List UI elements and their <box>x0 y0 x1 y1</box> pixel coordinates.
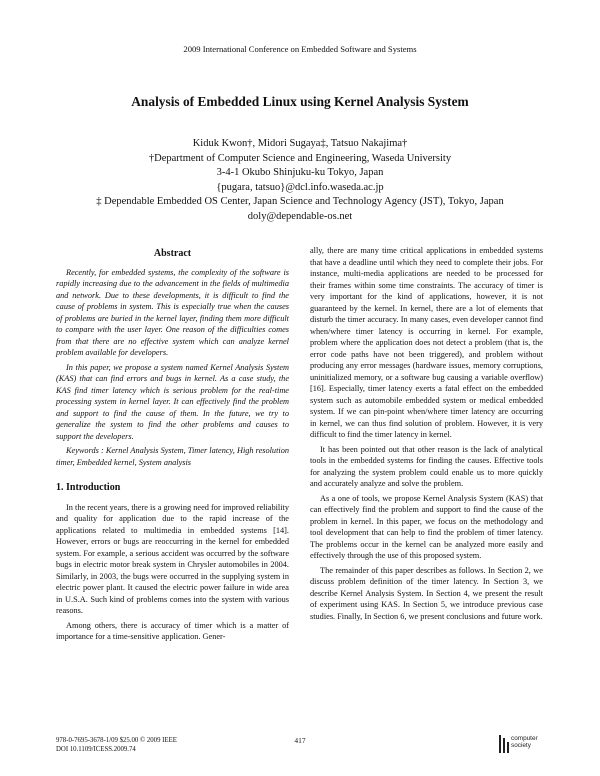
author-block <box>0 137 600 225</box>
logo-mark-icon <box>497 733 511 755</box>
body-paragraph: ally, there are many time critical applications in embedded systems that have a deadline until which they need to complete their jobs. For instance, multi-media applications are needed to be processed for their frames within some time constraints. The accuracy of timer is very important for the kind of applications, however, it is not guaranteed by the kernel. In kernel, there are a lot of elements that disturb the timer accuracy. In many cases, even developer cannot find when/where timer latency is occurring in kernel. For example, problem where the application does not detect a problem (that is, the error code paths have not been triggered), and problem without producing any error messages (hardware issues, memory corruptions, uninitialized memory, or a software bug causing a variable overflow) [16]. Especially, timer latency exerts a fatal effect on the embedded system such as automobile embedded system or medical embedded system. If we can pin-point when/where timer latency are occurring in kernel, we can thus find solution of problem. However, it is very difficult to find the timer latency in kernel. <box>310 246 543 439</box>
right-column <box>310 245 543 622</box>
abstract-body <box>56 267 289 469</box>
logo-text <box>511 736 538 749</box>
left-column <box>56 248 289 643</box>
section-heading-introduction: 1. Introduction <box>56 482 121 493</box>
keywords: Keywords : Kernel Analysis System, Timer latency, High resolution timer, Embedded kernel, System analysis <box>56 446 289 467</box>
abstract-paragraph: In this paper, we propose a system named Kernel Analysis System (KAS) that can find errors and bugs in kernel. As a case study, the KAS find timer latency which is serious problem for the real-time processing system in kernel layer. It can effectively find the problem and support to find the cause of them. In the future, we try to generalize the system to find the other problems and causes to support the developers. <box>56 362 289 441</box>
logo-text-line: society <box>511 741 531 749</box>
page-number: 417 <box>294 736 306 745</box>
paper-title: Analysis of Embedded Linux using Kernel Analysis System <box>131 94 469 109</box>
address-1: 3-4-1 Okubo Shinjuku-ku Tokyo, Japan <box>216 167 384 179</box>
email-1: {pugara, tatsuo}@dcl.info.waseda.ac.jp <box>216 181 384 193</box>
computer-society-logo <box>497 731 557 761</box>
doi-line: DOI 10.1109/ICESS.2009.74 <box>56 746 136 753</box>
logo-text-line: computer <box>511 735 538 742</box>
email-2: doly@dependable-os.net <box>247 210 353 222</box>
body-paragraph: The remainder of this paper describes as follows. In Section 2, we discuss problem definition of the timer latency. In Section 3, we describe Kernel Analysis System. In Section 4, we present the result of experiment using KAS. In Section 5, we introduce previous case studies. Finally, In Section 6, we present conclusions and future work. <box>310 565 543 621</box>
body-paragraph: Among others, there is accuracy of timer which is a matter of importance for a time-sensitive application. Gener- <box>56 620 289 641</box>
author-names: Kiduk Kwon†, Midori Sugaya‡, Tatsuo Nakajima† <box>192 138 408 149</box>
conference-header: 2009 International Conference on Embedded Software and Systems <box>183 44 417 54</box>
affiliation-2: ‡ Dependable Embedded OS Center, Japan Science and Technology Agency (JST), Tokyo, Japan <box>96 196 504 208</box>
isbn-line: 978-0-7695-3678-1/09 $25.00 © 2009 IEEE <box>56 737 177 744</box>
abstract-paragraph: Recently, for embedded systems, the complexity of the software is rapidly increasing due to the advancement in the fields of multimedia and network. Due to these developments, it is difficult to find the cause of problems in system. This is especially true when the causes of problems are buried in the kernel layer, finding them more difficult to compare with the user layer. One reason of the difficulties comes from that there are no effective system which can analyze kernel problem available for developers. <box>56 267 289 357</box>
body-paragraph: As a one of tools, we propose Kernel Analysis System (KAS) that can effectively find the problem and support to find the cause of the problem in kernel. In this paper, we focus on the methodology and tool development that can help to find the problem of timer latency. The problems occur in the kernel can be analyzed more easily and effectively through the use of this proposed system. <box>310 493 543 560</box>
abstract-heading: Abstract <box>153 248 192 259</box>
affiliation-1: †Department of Computer Science and Engineering, Waseda University <box>148 152 452 164</box>
body-paragraph: In the recent years, there is a growing need for improved reliability and quality for application due to the rapid increase of the applications related to multimedia in embedded systems [14]. However, errors or bugs are reoccurring in the kernel for embedded system. For example, a serious accident was occurred by the software bugs in electric motor break system in Chrysler automobiles in 2004. Similarly, in 2003, the bugs were occurred in the supplying system in electric power plant. It caused the electric power failure in wide area in U.S.A. Such kind of problems comes into the system with various reasons. <box>56 502 289 615</box>
body-paragraph: It has been pointed out that other reason is the lack of analytical tools in the embedded systems for finding the causes. Effective tools for analyzing the system problem could enable us to more quickly and accurately analyze and solve the problem. <box>310 444 543 488</box>
